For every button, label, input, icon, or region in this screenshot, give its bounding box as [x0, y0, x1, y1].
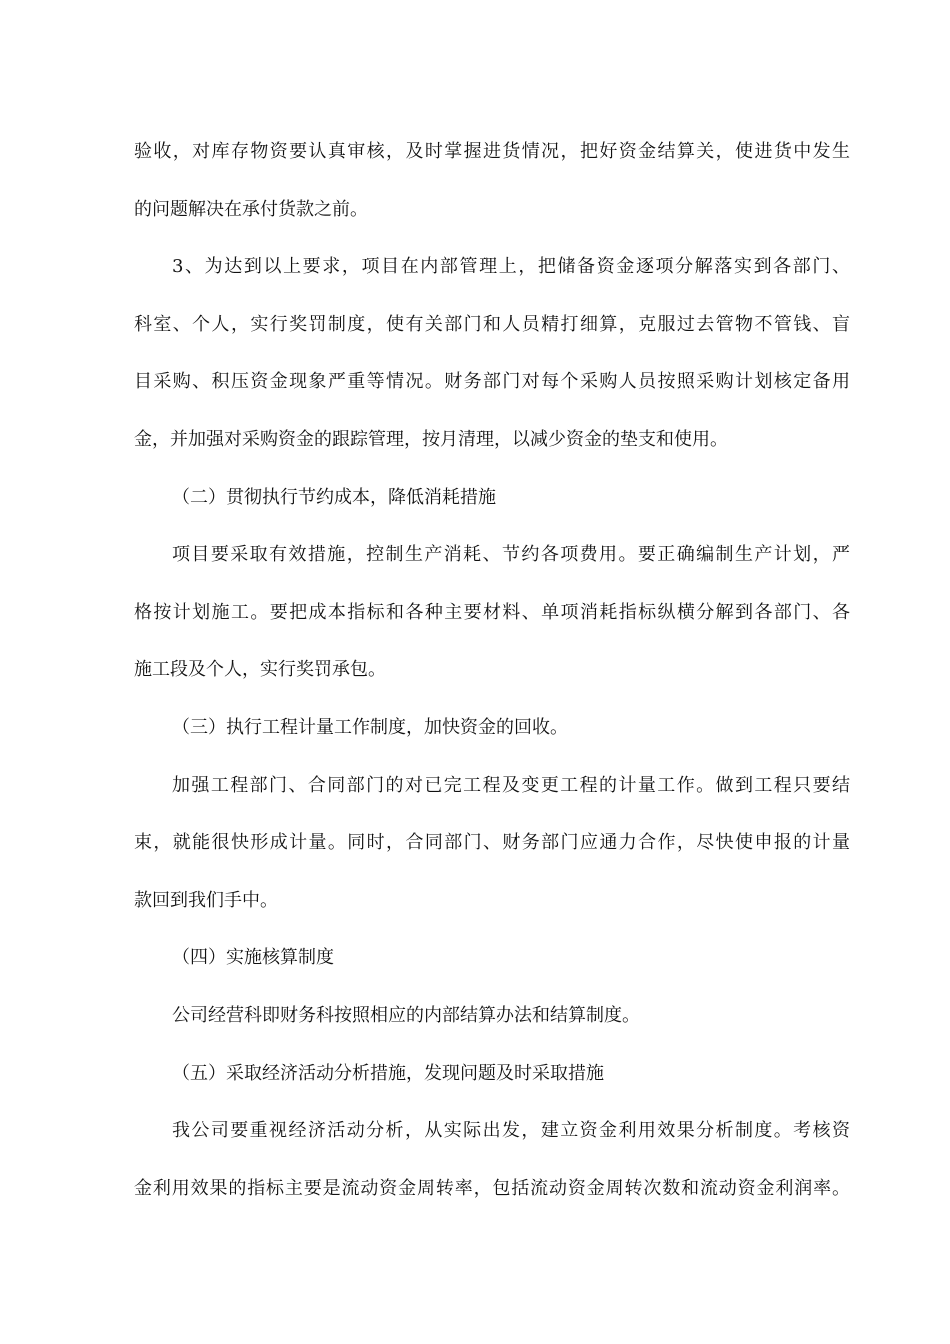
- text-line: 科室、个人，实行奖罚制度，使有关部门和人员精打细算，克服过去管物不管钱、盲: [134, 313, 850, 335]
- text-line: 加强工程部门、合同部门的对已完工程及变更工程的计量工作。做到工程只要结: [172, 774, 850, 796]
- document-body: [134, 132, 850, 1226]
- text-line: 的问题解决在承付货款之前。: [134, 198, 368, 220]
- text-line: 验收，对库存物资要认真审核，及时掌握进货情况，把好资金结算关，使进货中发生: [134, 141, 850, 162]
- section-heading: （五）采取经济活动分析措施，发现问题及时采取措施: [172, 1062, 604, 1084]
- section-heading: （四）实施核算制度: [172, 947, 334, 969]
- text-line: 目采购、积压资金现象严重等情况。财务部门对每个采购人员按照采购计划核定备用: [134, 371, 850, 393]
- text-line: 款回到我们手中。: [134, 889, 278, 911]
- text-line: 金利用效果的指标主要是流动资金周转率，包括流动资金周转次数和流动资金利润率。: [134, 1177, 850, 1199]
- text-line: 我公司要重视经济活动分析，从实际出发，建立资金利用效果分析制度。考核资: [172, 1120, 850, 1142]
- text-line: 项目要采取有效措施，控制生产消耗、节约各项费用。要正确编制生产计划，严: [172, 544, 850, 566]
- text-line: 金，并加强对采购资金的跟踪管理，按月清理，以减少资金的垫支和使用。: [134, 428, 728, 450]
- text-line: 3、为达到以上要求，项目在内部管理上，把储备资金逐项分解落实到各部门、: [172, 256, 850, 278]
- text-line: 施工段及个人，实行奖罚承包。: [134, 659, 386, 681]
- text-line: 束，就能很快形成计量。同时，合同部门、财务部门应通力合作，尽快使申报的计量: [134, 832, 850, 854]
- text-line: 格按计划施工。要把成本指标和各种主要材料、单项消耗指标纵横分解到各部门、各: [134, 601, 850, 623]
- text-line: 公司经营科即财务科按照相应的内部结算办法和结算制度。: [172, 1004, 640, 1026]
- section-heading: （二）贯彻执行节约成本，降低消耗措施: [172, 486, 496, 508]
- section-heading: （三）执行工程计量工作制度，加快资金的回收。: [172, 716, 568, 738]
